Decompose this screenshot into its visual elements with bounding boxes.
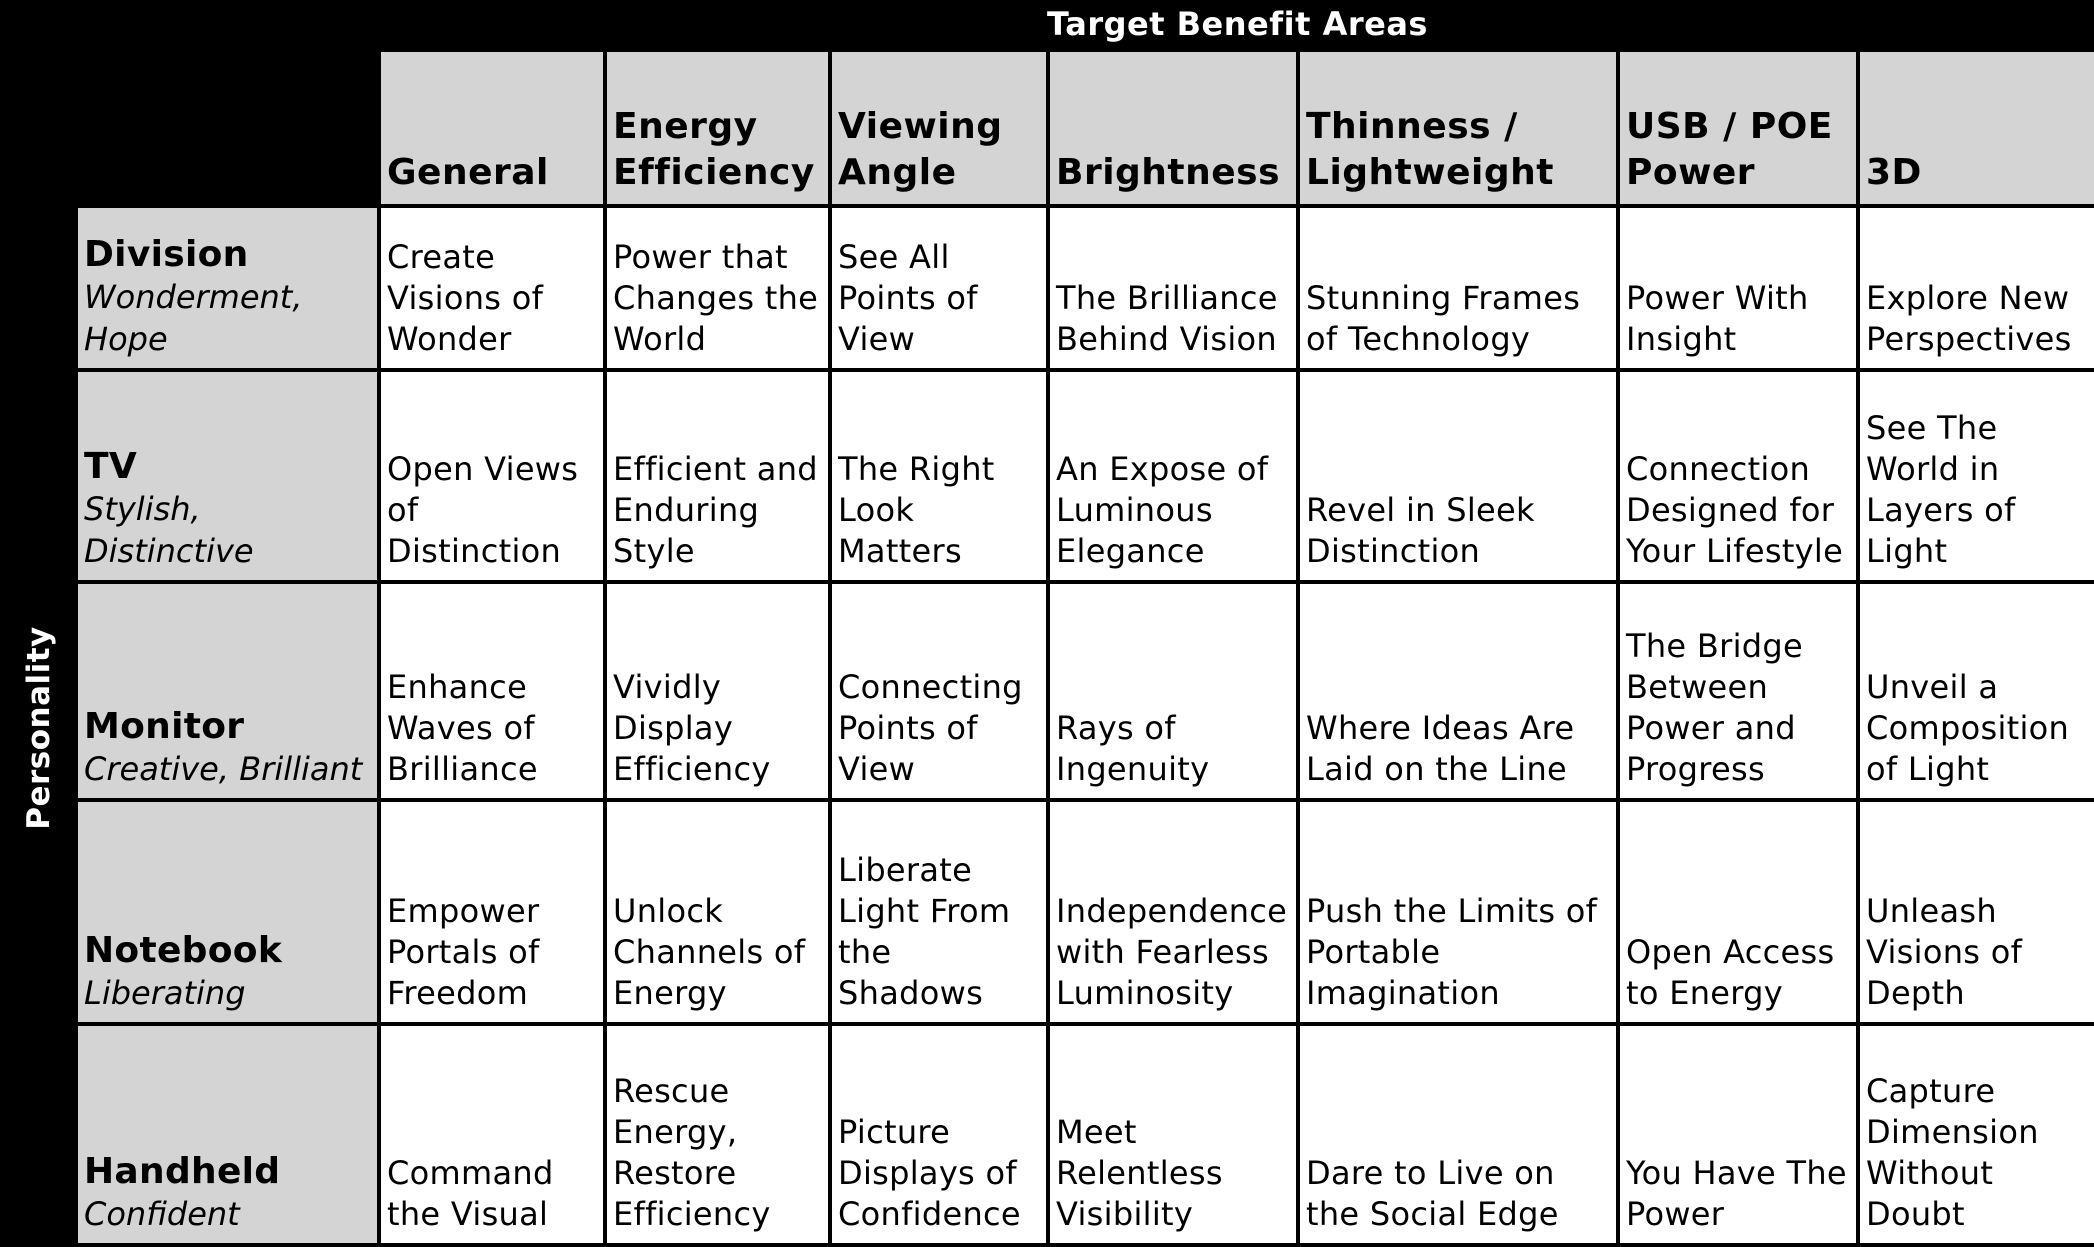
table-cell: Picture Displays of Confidence xyxy=(832,1026,1046,1243)
table-cell: Capture Dimension Without Doubt xyxy=(1860,1026,2094,1243)
table-cell: Connection Designed for Your Lifestyle xyxy=(1620,372,1856,580)
table-cell: Push the Limits of Portable Imagination xyxy=(1300,802,1616,1022)
row-name: Handheld xyxy=(84,1151,281,1192)
table-title: Target Benefit Areas xyxy=(1047,5,1428,43)
row-name: Notebook xyxy=(84,930,283,971)
table-cell: Create Visions of Wonder xyxy=(381,208,603,368)
column-header: 3D xyxy=(1860,52,2094,204)
table-cell: Power With Insight xyxy=(1620,208,1856,368)
row-personality: Creative, Brilliant xyxy=(84,750,363,788)
row-header xyxy=(78,208,377,368)
table-cell: See All Points of View xyxy=(832,208,1046,368)
table-cell: Empower Portals of Freedom xyxy=(381,802,603,1022)
row-personality: Stylish, Distinctive xyxy=(84,490,254,570)
row-personality: Liberating xyxy=(84,974,246,1012)
column-header: USB / POE Power xyxy=(1620,52,1856,204)
column-header: General xyxy=(381,52,603,204)
column-header: Energy Efficiency xyxy=(607,52,828,204)
table-cell: You Have The Power xyxy=(1620,1026,1856,1243)
table-cell: Command the Visual xyxy=(381,1026,603,1243)
table-cell: Open Access to Energy xyxy=(1620,802,1856,1022)
table-cell: Enhance Waves of Brilliance xyxy=(381,584,603,798)
column-header: Viewing Angle xyxy=(832,52,1046,204)
table-cell: Meet Relentless Visibility xyxy=(1050,1026,1296,1243)
column-header: Brightness xyxy=(1050,52,1296,204)
table-cell: Unlock Channels of Energy xyxy=(607,802,828,1022)
table-cell: The Brilliance Behind Vision xyxy=(1050,208,1296,368)
table-cell: Unleash Visions of Depth xyxy=(1860,802,2094,1022)
table-cell: Dare to Live on the Social Edge xyxy=(1300,1026,1616,1243)
table-cell: Connecting Points of View xyxy=(832,584,1046,798)
row-personality: Confident xyxy=(84,1195,240,1233)
row-header xyxy=(78,372,377,580)
personality-axis-label xyxy=(0,208,78,1247)
row-name: TV xyxy=(84,446,138,487)
table-cell: Explore New Perspectives xyxy=(1860,208,2094,368)
table-cell: The Right Look Matters xyxy=(832,372,1046,580)
row-name: Monitor xyxy=(84,706,245,747)
table-cell: Rescue Energy, Restore Efficiency xyxy=(607,1026,828,1243)
table-cell: Independence with Fearless Luminosity xyxy=(1050,802,1296,1022)
table-cell: Where Ideas Are Laid on the Line xyxy=(1300,584,1616,798)
table-cell: Rays of Ingenuity xyxy=(1050,584,1296,798)
table-cell: An Expose of Luminous Elegance xyxy=(1050,372,1296,580)
row-header xyxy=(78,1026,377,1243)
table-cell: Liberate Light From the Shadows xyxy=(832,802,1046,1022)
table-cell: Unveil a Composition of Light xyxy=(1860,584,2094,798)
row-personality: Wonderment, Hope xyxy=(84,278,303,358)
row-header xyxy=(78,802,377,1022)
table-cell: The Bridge Between Power and Progress xyxy=(1620,584,1856,798)
column-header: Thinness / Lightweight xyxy=(1300,52,1616,204)
table-cell: Vividly Display Efficiency xyxy=(607,584,828,798)
table-cell: See The World in Layers of Light xyxy=(1860,372,2094,580)
table-cell: Stunning Frames of Technology xyxy=(1300,208,1616,368)
row-header xyxy=(78,584,377,798)
table-cell: Revel in Sleek Distinction xyxy=(1300,372,1616,580)
personality-label-text: Personality xyxy=(21,625,57,830)
table-cell: Power that Changes the World xyxy=(607,208,828,368)
table-cell: Efficient and Enduring Style xyxy=(607,372,828,580)
row-name: Division xyxy=(84,234,249,275)
table-cell: Open Views of Distinction xyxy=(381,372,603,580)
